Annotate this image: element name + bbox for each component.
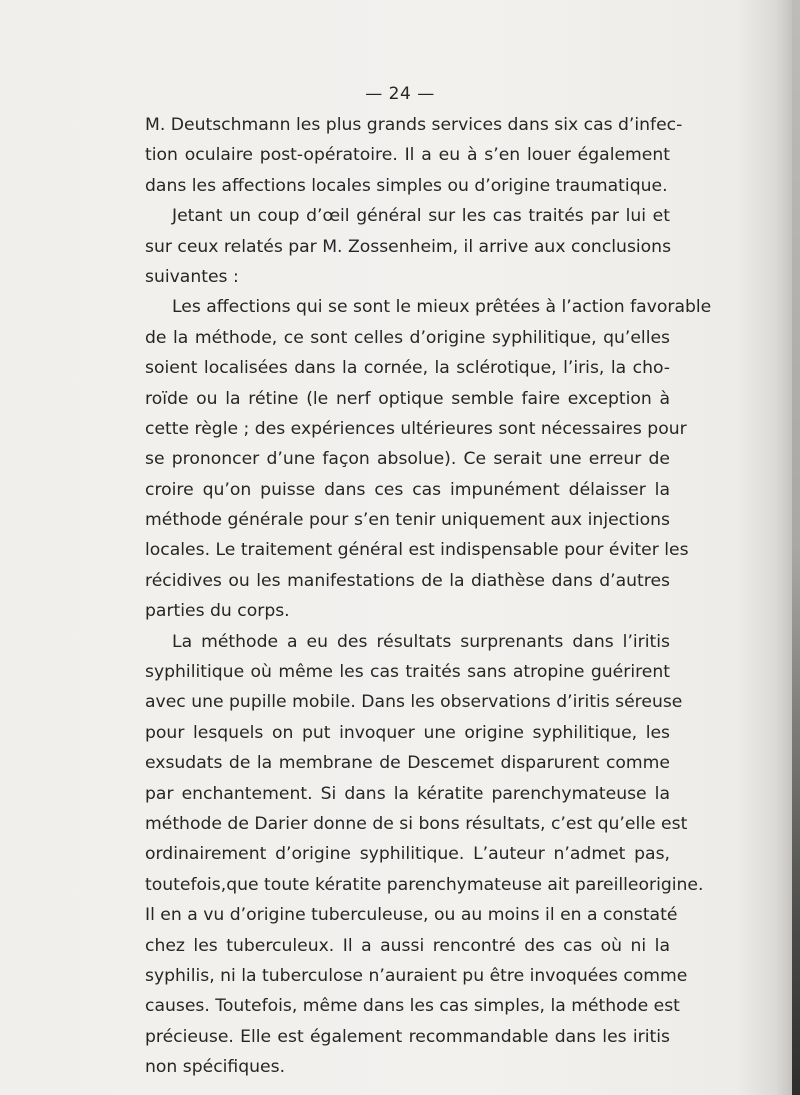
- page-edge-shadow: [792, 0, 800, 1095]
- text-line: toutefois,que toute kératite parenchymateuse ait pareilleorigine.: [145, 874, 704, 895]
- text-line: locales. Le traitement général est indispensable pour éviter les: [145, 540, 689, 561]
- text-line: causes. Toutefois, même dans les cas simples, la méthode est: [145, 996, 680, 1017]
- body-text: [145, 110, 712, 1083]
- text-line: exsudats de la membrane de Descemet disparurent comme: [145, 753, 670, 774]
- text-line: La méthode a eu des résultats surprenants dans l’iritis: [172, 631, 670, 652]
- text-line: croire qu’on puisse dans ces cas impunément délaisser la: [145, 479, 670, 500]
- text-line: méthode générale pour s’en tenir uniquement aux injections: [145, 510, 670, 531]
- text-line: se prononcer d’une façon absolue). Ce serait une erreur de: [145, 449, 670, 470]
- text-line: Les affections qui se sont le mieux prêtées à l’action favorable: [172, 297, 712, 318]
- text-line: précieuse. Elle est également recommandable dans les iritis: [145, 1026, 670, 1047]
- text-line: méthode de Darier donne de si bons résultats, c’est qu’elle est: [145, 813, 688, 834]
- text-line: cette règle ; des expériences ultérieures sont nécessaires pour: [145, 418, 687, 439]
- text-line: M. Deutschmann les plus grands services dans six cas d’infec-: [145, 115, 683, 135]
- text-line: de la méthode, ce sont celles d’origine syphilitique, qu’elles: [145, 327, 670, 348]
- text-line: parties du corps.: [145, 601, 290, 622]
- text-line: sur ceux relatés par M. Zossenheim, il arrive aux conclusions: [145, 236, 672, 257]
- text-line: chez les tuberculeux. Il a aussi rencontré des cas où ni la: [145, 935, 670, 956]
- text-line: non spécifiques.: [145, 1057, 286, 1078]
- text-line: syphilitique où même les cas traités sans atropine guérirent: [145, 662, 670, 683]
- page-number: — 24 —: [365, 84, 435, 104]
- text-line: Il en a vu d’origine tuberculeuse, ou au moins il en a constaté: [145, 905, 678, 926]
- text-line: avec une pupille mobile. Dans les observations d’iritis séreuse: [145, 692, 683, 713]
- text-line: syphilis, ni la tuberculose n’auraient pu être invoquées comme: [145, 965, 688, 986]
- text-line: Jetant un coup d’œil général sur les cas traités par lui et: [172, 206, 670, 227]
- text-line: roïde ou la rétine (le nerf optique semble faire exception à: [145, 388, 670, 409]
- text-line: récidives ou les manifestations de la diathèse dans d’autres: [145, 570, 670, 591]
- text-line: pour lesquels on put invoquer une origine syphilitique, les: [145, 722, 670, 743]
- text-line: soient localisées dans la cornée, la sclérotique, l’iris, la cho-: [145, 358, 670, 379]
- text-line: par enchantement. Si dans la kératite parenchymateuse la: [145, 783, 670, 804]
- text-line: dans les affections locales simples ou d’origine traumatique.: [145, 175, 668, 196]
- text-line: ordinairement d’origine syphilitique. L’auteur n’admet pas,: [145, 844, 670, 865]
- text-line: tion oculaire post-opératoire. Il a eu à s’en louer également: [145, 145, 670, 166]
- text-line: suivantes :: [145, 266, 239, 287]
